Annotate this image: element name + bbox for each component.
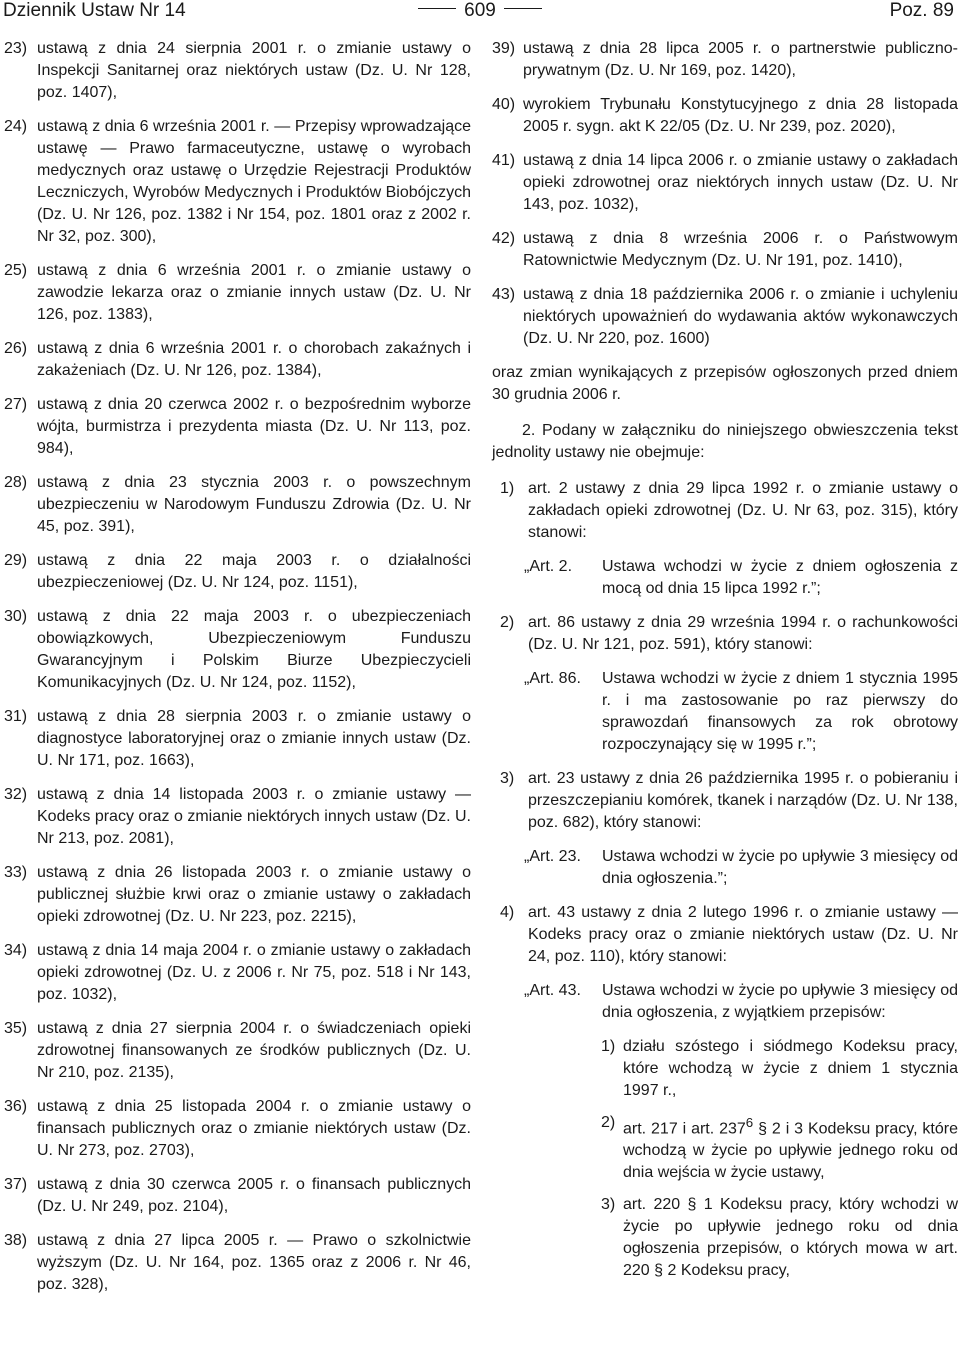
list-item [4, 706, 471, 772]
quote-text: Ustawa wchodzi w życie z dniem ogłoszenia z mocą od dnia 15 lipca 1992 r.”; [602, 558, 958, 597]
sub-item-text: art. 220 § 1 Kodeksu pracy, który wchodzi w życie po upływie jednego roku od dnia ogłoszenia przepisów, o których mowa w art. 220 § 2 Kodeksu pracy, [623, 1196, 958, 1280]
item-text: ustawą z dnia 20 czerwca 2002 r. o bezpośrednim wyborze wójta, burmistrza i prezydenta miasta (Dz. U. Nr 113, poz. 984), [37, 396, 471, 457]
item-text: ustawą z dnia 26 listopada 2003 r. o zmianie ustawy o publicznej służbie krwi oraz o zmianie ustawy o zakładach opieki zdrowotnej (Dz. U. Nr 223, poz. 2215), [37, 864, 471, 925]
list-item [492, 94, 958, 138]
item-number: 23) [4, 40, 28, 57]
item-text: ustawą z dnia 28 lipca 2005 r. o partnerstwie publiczno-prywatnym (Dz. U. Nr 169, poz. 1420), [523, 40, 958, 79]
list-item [4, 260, 471, 326]
quote-label: „Art. 2. [524, 558, 573, 575]
item-text: ustawą z dnia 18 października 2006 r. o zmianie i uchyleniu niektórych upoważnień do wydawania aktów wykonawczych (Dz. U. Nr 220, poz. 1600) [523, 286, 958, 347]
item-text: ustawą z dnia 14 maja 2004 r. o zmianie ustawy o zakładach opieki zdrowotnej (Dz. U. z 2006 r. Nr 75, poz. 518 i Nr 143, poz. 1032), [37, 942, 471, 1003]
list-item [4, 1018, 471, 1084]
sub-item-text-b: § 2 i 3 Kodeksu pracy, które wchodzą w życie po upływie jednego roku od dnia wejścia w życie ustawy, [623, 1120, 958, 1182]
item-text: art. 23 ustawy z dnia 26 października 1995 r. o pobieraniu i przeszczepianiu komórek, tkanek i narządów (Dz. U. Nr 138, poz. 682), który stanowi: [528, 770, 958, 831]
list-item [4, 338, 471, 382]
item-text: ustawą z dnia 30 czerwca 2005 r. o finansach publicznych (Dz. U. Nr 249, poz. 2104), [37, 1176, 471, 1215]
item-number: 43) [492, 286, 516, 303]
item-number: 4) [500, 904, 515, 921]
item-number: 2) [500, 614, 515, 631]
list-item [4, 550, 471, 594]
excluded-article-3 [492, 768, 958, 834]
sub-item-number: 1) [601, 1038, 616, 1055]
superscript: 6 [745, 1115, 754, 1130]
list-item [4, 38, 471, 104]
excluded-article-2 [492, 612, 958, 656]
item-text: wyrokiem Trybunału Konstytucyjnego z dnia 28 listopada 2005 r. sygn. akt K 22/05 (Dz. U. Nr 239, poz. 2020), [523, 96, 958, 135]
excluded-article-1 [492, 478, 958, 544]
quoted-article [492, 668, 958, 756]
item-text: ustawą z dnia 6 września 2001 r. o zmianie ustawy o zawodzie lekarza oraz o zmianie innych ustaw (Dz. U. Nr 126, poz. 1383), [37, 262, 471, 323]
item-number: 37) [4, 1176, 28, 1193]
item-number: 30) [4, 608, 28, 625]
item-number: 28) [4, 474, 28, 491]
item-number: 39) [492, 40, 516, 57]
list-item [4, 394, 471, 460]
item-text: ustawą z dnia 23 stycznia 2003 r. o powszechnym ubezpieczeniu w Narodowym Funduszu Zdrowia (Dz. U. Nr 45, poz. 391), [37, 474, 471, 535]
list-item [492, 228, 958, 272]
item-number: 40) [492, 96, 516, 113]
sub-item [492, 1036, 958, 1102]
item-text: art. 43 ustawy z dnia 2 lutego 1996 r. o zmianie ustawy — Kodeks pracy oraz o zmianie niektórych ustaw (Dz. U. Nr 24, poz. 110), który stanowi: [528, 904, 958, 965]
item-number: 38) [4, 1232, 28, 1249]
list-item [4, 1230, 471, 1296]
quoted-article [492, 556, 958, 600]
item-text: ustawą z dnia 6 września 2001 r. o chorobach zakaźnych i zakażeniach (Dz. U. Nr 126, poz. 1384), [37, 340, 471, 379]
sub-item-number: 2) [601, 1114, 616, 1131]
item-text: ustawą z dnia 6 września 2001 r. — Przepisy wprowadzające ustawę — Prawo farmaceutyczne, ustawę o wyrobach medycznych oraz ustawę o Urzędzie Rejestracji Produktów Leczniczych, Wyrobów Medycznych i Produktów Biobójczych (Dz. U. Nr 126, poz. 1382 i Nr 154, poz. 1801 oraz z 2002 r. Nr 32, poz. 300), [37, 118, 471, 245]
quote-text: Ustawa wchodzi w życie po upływie 3 miesięcy od dnia ogłoszenia, z wyjątkiem przepisów: [602, 982, 958, 1021]
position-number: Poz. 89 [889, 0, 954, 21]
journal-title: Dziennik Ustaw Nr 14 [3, 0, 186, 21]
item-text: ustawą z dnia 8 września 2006 r. o Państwowym Ratownictwie Medycznym (Dz. U. Nr 191, poz. 1410), [523, 230, 958, 269]
item-text: ustawą z dnia 22 maja 2003 r. o ubezpieczeniach obowiązkowych, Ubezpieczeniowym Funduszu Gwarancyjnym i Polskim Biurze Ubezpieczycieli Komunikacyjnych (Dz. U. Nr 124, poz. 1152), [37, 608, 471, 691]
list-item [492, 284, 958, 350]
item-number: 36) [4, 1098, 28, 1115]
item-number: 24) [4, 118, 28, 135]
item-text: ustawą z dnia 22 maja 2003 r. o działalności ubezpieczeniowej (Dz. U. Nr 124, poz. 1151), [37, 552, 471, 591]
sub-item-number: 3) [601, 1196, 616, 1214]
item-text: ustawą z dnia 27 sierpnia 2004 r. o świadczeniach opieki zdrowotnej finansowanych ze środków publicznych (Dz. U. Nr 210, poz. 2135), [37, 1020, 471, 1081]
rule-left [418, 8, 456, 9]
item-number: 29) [4, 552, 28, 569]
item-text: art. 2 ustawy z dnia 29 lipca 1992 r. o zmianie ustawy o zakładach opieki zdrowotnej (Dz. U. Nr 63, poz. 315), który stanowi: [528, 480, 958, 541]
page-number-block [0, 0, 960, 22]
sub-item [492, 1194, 958, 1282]
item-number: 31) [4, 708, 28, 725]
quote-text: Ustawa wchodzi w życie z dniem 1 stycznia 1995 r. i ma zastosowanie po raz pierwszy do sprawozdań finansowych za rok obrotowy rozpoczynający się w 1995 r.”; [602, 670, 958, 753]
list-item [4, 862, 471, 928]
list-item [492, 150, 958, 216]
item-number: 27) [4, 396, 28, 413]
item-number: 26) [4, 340, 28, 357]
item-number: 32) [4, 786, 28, 803]
item-text: ustawą z dnia 25 listopada 2004 r. o zmianie ustawy o finansach publicznych oraz o zmianie niektórych ustaw (Dz. U. Nr 273, poz. 2703), [37, 1098, 471, 1159]
item-number: 25) [4, 262, 28, 279]
excluded-article-4 [492, 902, 958, 968]
quote-label: „Art. 43. [524, 982, 581, 999]
closing-paragraph: oraz zmian wynikających z przepisów ogłoszonych przed dniem 30 grudnia 2006 r. [492, 364, 958, 403]
rule-right [504, 8, 542, 9]
sub-item-text: działu szóstego i siódmego Kodeksu pracy, które wchodzą w życie z dniem 1 stycznia 1997 r., [623, 1038, 958, 1099]
right-column [492, 38, 958, 1292]
page-header [0, 0, 960, 26]
item-number: 3) [500, 770, 515, 787]
item-number: 33) [4, 864, 28, 881]
item-text: art. 86 ustawy z dnia 29 września 1994 r. o rachunkowości (Dz. U. Nr 121, poz. 591), który stanowi: [528, 614, 958, 653]
item-number: 35) [4, 1020, 28, 1037]
item-number: 41) [492, 152, 516, 169]
item-text: ustawą z dnia 27 lipca 2005 r. — Prawo o szkolnictwie wyższym (Dz. U. Nr 164, poz. 1365 oraz z 2006 r. Nr 46, poz. 328), [37, 1232, 471, 1293]
list-item [4, 1096, 471, 1162]
quote-label: „Art. 23. [524, 848, 581, 865]
list-item [4, 116, 471, 248]
item-text: ustawą z dnia 24 sierpnia 2001 r. o zmianie ustawy o Inspekcji Sanitarnej oraz niektórych ustaw (Dz. U. Nr 128, poz. 1407), [37, 40, 471, 101]
quoted-article [492, 846, 958, 890]
item-number: 34) [4, 942, 28, 959]
page-number: 609 [464, 0, 496, 21]
sub-item [492, 1112, 958, 1184]
list-item [4, 784, 471, 850]
list-item [4, 606, 471, 694]
point-2-paragraph: 2. Podany w załączniku do niniejszego obwieszczenia tekst jednolity ustawy nie obejmuje: [492, 422, 958, 461]
item-number: 42) [492, 230, 516, 247]
list-item [4, 1174, 471, 1218]
quoted-article [492, 980, 958, 1024]
item-text: ustawą z dnia 14 listopada 2003 r. o zmianie ustawy — Kodeks pracy oraz o zmianie niektórych innych ustaw (Dz. U. Nr 213, poz. 2081), [37, 786, 471, 847]
list-item [4, 940, 471, 1006]
left-column [4, 38, 471, 1308]
list-item [492, 38, 958, 82]
sub-item-text-a: art. 217 i art. 237 [623, 1120, 746, 1138]
item-number: 1) [500, 480, 515, 497]
quote-label: „Art. 86. [524, 670, 581, 687]
quote-text: Ustawa wchodzi w życie po upływie 3 miesięcy od dnia ogłoszenia.”; [602, 848, 958, 887]
item-text: ustawą z dnia 14 lipca 2006 r. o zmianie ustawy o zakładach opieki zdrowotnej oraz niektórych innych ustaw (Dz. U. Nr 143, poz. 1032), [523, 152, 958, 213]
list-item [4, 472, 471, 538]
item-text: ustawą z dnia 28 sierpnia 2003 r. o zmianie ustawy o diagnostyce laboratoryjnej oraz o zmianie innych ustaw (Dz. U. Nr 171, poz. 1663), [37, 708, 471, 769]
